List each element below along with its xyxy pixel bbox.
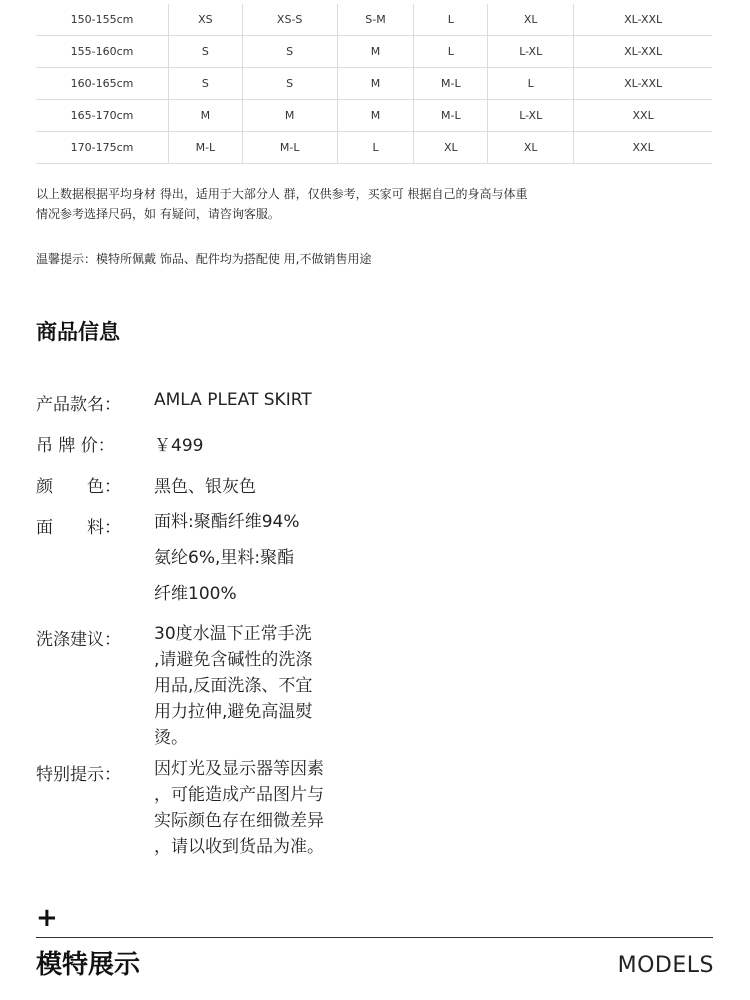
fabric-value: [154, 504, 344, 625]
size-notes: [36, 184, 636, 224]
size-cell: XL: [488, 4, 574, 36]
size-cell: M: [337, 36, 414, 68]
notice-line: ，可能造成产品图片与: [154, 785, 324, 805]
size-cell: XS: [169, 4, 243, 36]
fabric-line: 面料:聚酯纤维94%: [154, 512, 300, 532]
size-cell: L: [337, 132, 414, 164]
color-value: 黑色、银灰色: [154, 477, 256, 497]
section-title: 商品信息: [36, 320, 120, 344]
divider: [36, 937, 713, 938]
size-cell: L: [414, 4, 488, 36]
notes-line-2: 情况参考选择尺码，如 有疑问，请咨询客服。: [36, 207, 280, 221]
size-cell: S: [242, 68, 337, 100]
height-range-cell: 160-165cm: [36, 68, 169, 100]
fabric-line: 氨纶6%,里料:聚酯: [154, 548, 295, 568]
size-cell: M: [169, 100, 243, 132]
models-title: 模特展示: [36, 950, 141, 980]
notes-line-1: 以上数据根据平均身材 得出，适用于大部分人 群，仅供参考，买家可 根据自己的身高与体重: [36, 187, 528, 201]
notice-label: 特别提示：: [36, 765, 121, 785]
height-range-cell: 165-170cm: [36, 100, 169, 132]
plus-icon: +: [36, 903, 58, 933]
wash-label: 洗涤建议：: [36, 630, 121, 650]
models-title-en: MODELS: [617, 953, 714, 978]
table-row: [36, 68, 712, 100]
size-cell: XL: [414, 132, 488, 164]
size-cell: S: [242, 36, 337, 68]
wash-line: 30度水温下正常手洗: [154, 624, 312, 644]
notice-value: [154, 756, 344, 860]
fabric-row: [36, 513, 436, 625]
size-cell: M: [337, 100, 414, 132]
size-cell: M: [337, 68, 414, 100]
size-cell: XL-XXL: [574, 36, 712, 68]
fabric-label: 面 料：: [36, 518, 121, 538]
notice-line: ，请以收到货品为准。: [154, 837, 324, 857]
size-cell: M: [242, 100, 337, 132]
notice-line: 实际颜色存在细微差异: [154, 811, 324, 831]
size-cell: S: [169, 68, 243, 100]
height-range-cell: 150-155cm: [36, 4, 169, 36]
wash-row: [36, 625, 436, 760]
height-range-cell: 155-160cm: [36, 36, 169, 68]
size-cell: XS-S: [242, 4, 337, 36]
price-row: [36, 431, 436, 472]
size-cell: L: [488, 68, 574, 100]
wash-line: 烫。: [154, 728, 188, 748]
warm-tip: 温馨提示：模特所佩戴 饰品、配件均为搭配使 用,不做销售用途: [36, 252, 372, 266]
fabric-line: 纤维100%: [154, 584, 237, 604]
table-row: [36, 4, 712, 36]
size-table: [36, 4, 712, 164]
size-cell: L-XL: [488, 100, 574, 132]
size-cell: XXL: [574, 100, 712, 132]
size-cell: S: [169, 36, 243, 68]
wash-line: ,请避免含碱性的洗涤: [154, 650, 313, 670]
wash-line: 用力拉伸,避免高温熨: [154, 702, 313, 722]
size-cell: XL: [488, 132, 574, 164]
product-name-value: AMLA PLEAT SKIRT: [154, 390, 312, 410]
size-cell: XXL: [574, 132, 712, 164]
size-cell: L-XL: [488, 36, 574, 68]
product-info: [36, 390, 436, 860]
height-range-cell: 170-175cm: [36, 132, 169, 164]
size-cell: S-M: [337, 4, 414, 36]
size-cell: L: [414, 36, 488, 68]
size-cell: M-L: [169, 132, 243, 164]
size-cell: M-L: [414, 100, 488, 132]
price-value: ￥499: [154, 436, 204, 456]
color-label: 颜 色：: [36, 477, 121, 497]
product-name-row: [36, 390, 436, 431]
product-name-label: 产品款名：: [36, 395, 121, 415]
price-label: 吊 牌 价：: [36, 436, 115, 456]
table-row: [36, 132, 712, 164]
size-cell: XL-XXL: [574, 4, 712, 36]
notice-line: 因灯光及显示器等因素: [154, 759, 324, 779]
size-cell: M-L: [414, 68, 488, 100]
table-row: [36, 36, 712, 68]
wash-value: [154, 621, 344, 760]
size-cell: XL-XXL: [574, 68, 712, 100]
notice-row: [36, 760, 436, 860]
size-cell: M-L: [242, 132, 337, 164]
wash-line: 用品,反面洗涤、不宜: [154, 676, 313, 696]
table-row: [36, 100, 712, 132]
